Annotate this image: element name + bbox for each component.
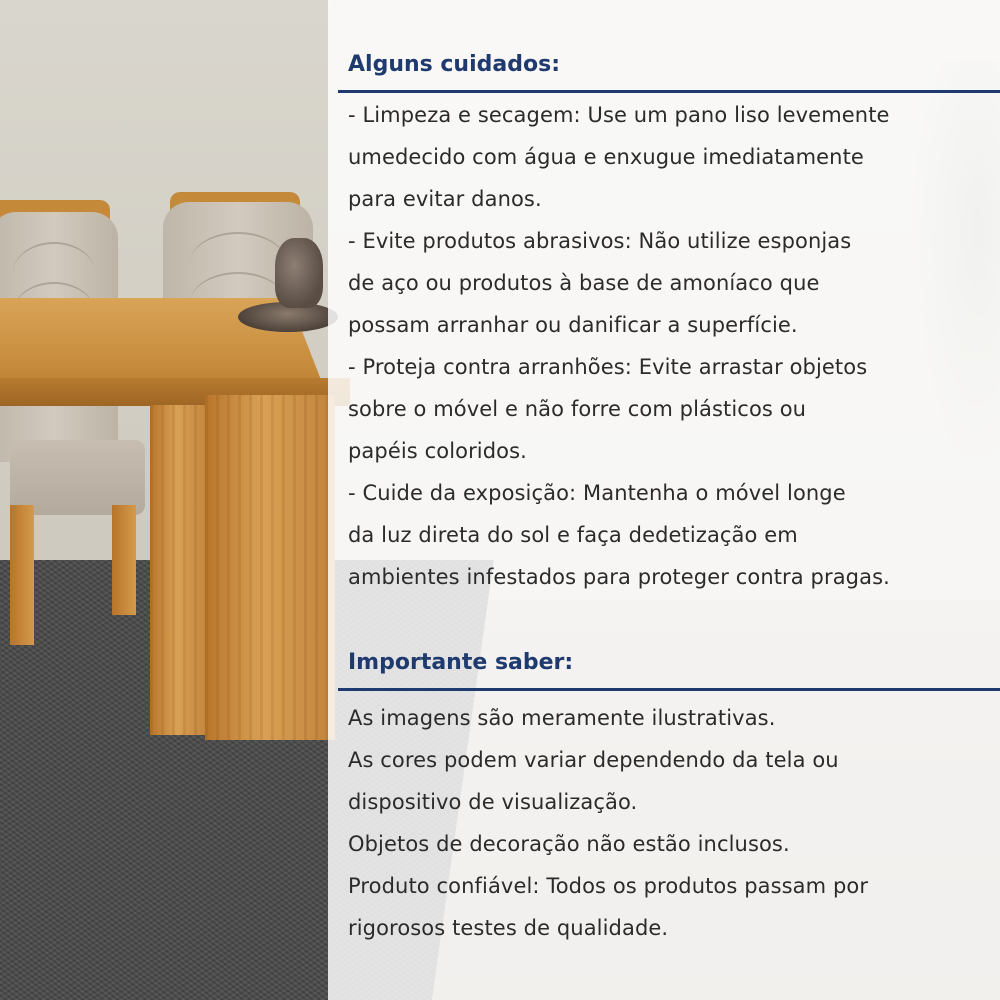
info-line: As imagens são meramente ilustrativas. — [348, 706, 776, 730]
info-divider — [338, 688, 1000, 691]
care-line: papéis coloridos. — [348, 439, 527, 463]
care-line: - Proteja contra arranhões: Evite arrastar objetos — [348, 355, 868, 379]
table-base — [205, 395, 335, 740]
info-heading: Importante saber: — [348, 650, 574, 675]
decor-vase — [275, 238, 323, 308]
chair-left-leg — [10, 505, 34, 645]
care-line: sobre o móvel e não forre com plásticos ou — [348, 397, 807, 421]
care-line: de aço ou produtos à base de amoníaco que — [348, 271, 820, 295]
info-line: dispositivo de visualização. — [348, 790, 638, 814]
info-line: As cores podem variar dependendo da tela ou — [348, 748, 839, 772]
care-line: - Cuide da exposição: Mantenha o móvel longe — [348, 481, 846, 505]
care-line: - Evite produtos abrasivos: Não utilize esponjas — [348, 229, 852, 253]
care-line: umedecido com água e enxugue imediatamente — [348, 145, 864, 169]
care-heading: Alguns cuidados: — [348, 52, 560, 77]
chair-left-leg — [112, 505, 136, 615]
care-line: possam arranhar ou danificar a superfície. — [348, 313, 798, 337]
info-line: rigorosos testes de qualidade. — [348, 916, 669, 940]
chair-left-seat — [10, 440, 145, 515]
table-base — [150, 405, 210, 735]
care-divider — [338, 90, 1000, 93]
care-line: ambientes infestados para proteger contra pragas. — [348, 565, 890, 589]
care-line: para evitar danos. — [348, 187, 542, 211]
care-line: - Limpeza e secagem: Use um pano liso levemente — [348, 103, 890, 127]
info-line: Objetos de decoração não estão inclusos. — [348, 832, 790, 856]
info-line: Produto confiável: Todos os produtos passam por — [348, 874, 869, 898]
care-line: da luz direta do sol e faça dedetização em — [348, 523, 798, 547]
